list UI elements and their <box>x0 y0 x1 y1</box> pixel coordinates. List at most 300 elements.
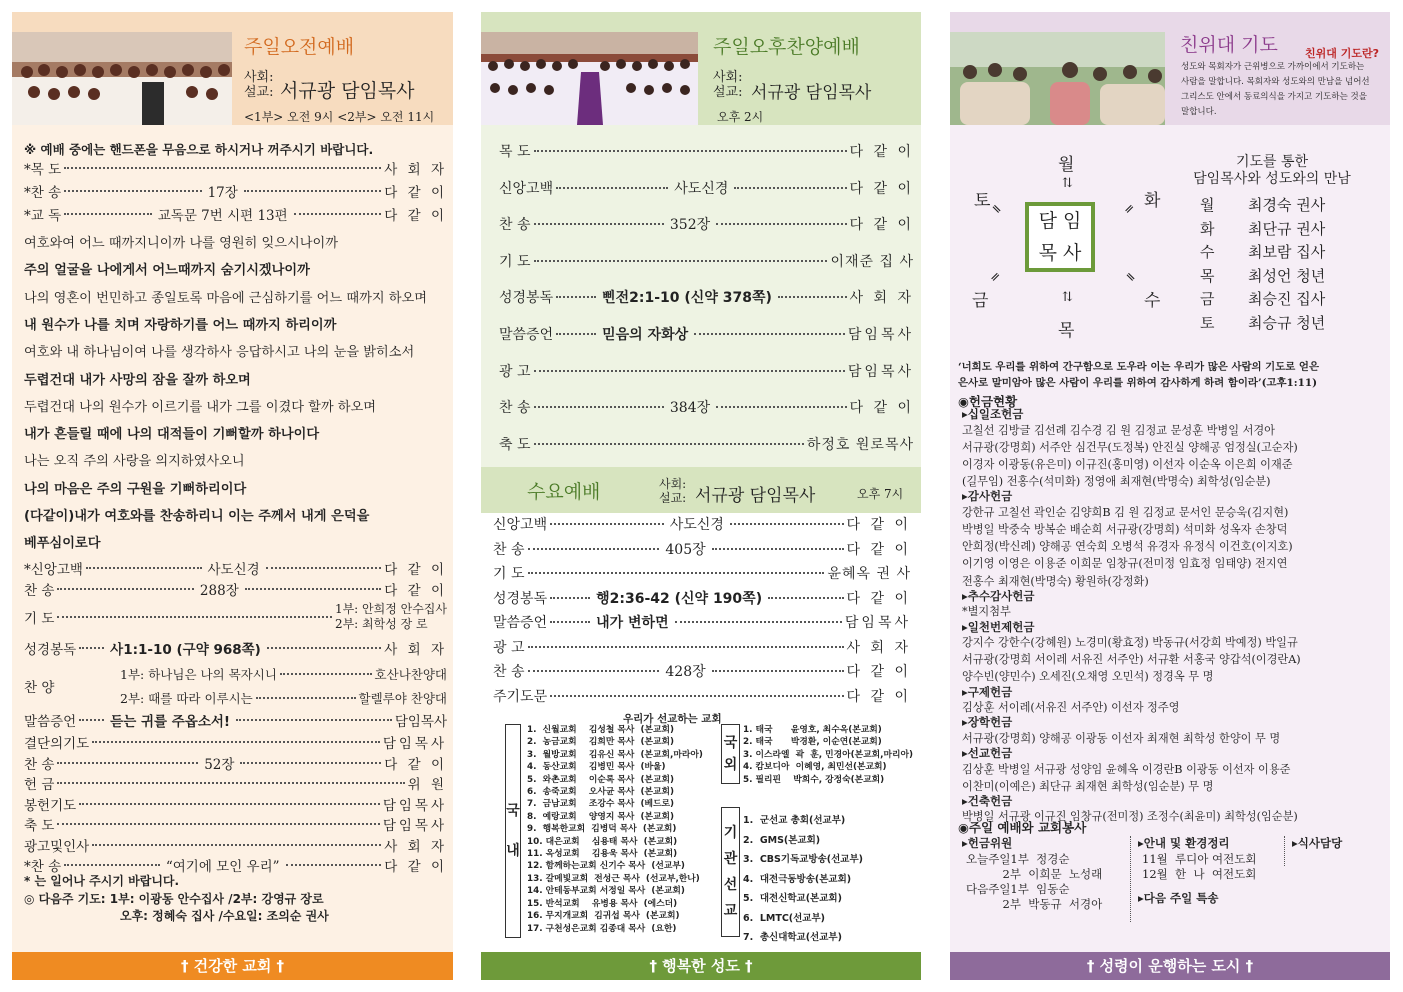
order-person: 다 같 이 <box>384 756 448 773</box>
offering-names: (길무임) 전홍수(석미화) 정영애 최재현(박명숙) 최학성(임순분) <box>962 475 1271 489</box>
list-item: 1. 군선교 총회(선교부) <box>743 815 846 826</box>
offering-names: 강한규 고칠선 곽인순 김양희B 김 원 김정교 문서인 문승욱(김지현) <box>962 505 1289 519</box>
prayer-row <box>24 602 447 632</box>
offering-type: ▸건축헌금 <box>962 793 1013 808</box>
list-item: 11. 옥성교회 김용욱 목사 (본교회) <box>527 849 678 860</box>
anthem-2-choir: 할렐루야 찬양대 <box>358 691 447 706</box>
psalm-line: 두렵건대 나의 원수가 이르기를 내가 그를 이겼다 할까 하오며 <box>24 399 377 415</box>
dots <box>256 697 356 699</box>
order-label: *목 도 <box>24 162 62 178</box>
psalm-line: 주의 얼굴을 나에게서 어느때까지 숨기시겠나이까 <box>24 263 310 279</box>
dots <box>266 567 382 569</box>
psalm-line: 여호와여 어느 때까지니이까 나를 영원히 잊으시나이까 <box>24 236 338 251</box>
choir-photo <box>12 32 232 125</box>
list-item: 6. LMTC(선교부) <box>743 912 826 924</box>
dots <box>712 670 844 672</box>
list-item: 3. 월방교회 김유신 목사 (본교회,마라아) <box>527 749 703 760</box>
order-row <box>24 855 447 875</box>
list-item: 1. 태국 윤영호, 최수옥(본교회) <box>743 725 882 735</box>
sermon-row <box>24 710 447 730</box>
verse-line-2: 은사로 말미암아 많은 사람이 우리를 위하여 감사하게 하려 함이라’(고후1:11) <box>958 377 1317 389</box>
order-person: 담임목사 <box>382 818 447 834</box>
order-label: 찬 송 <box>493 541 525 558</box>
list-item: 2. GMS(본교회) <box>743 834 821 846</box>
afternoon-leader: 서규광 담임목사 <box>751 83 872 103</box>
roster-item <box>1200 241 1325 262</box>
arrow-fri-icon: ═ <box>987 269 1004 286</box>
order-person: 다 같 이 <box>384 859 447 875</box>
order-row <box>24 158 447 178</box>
domestic-label: 국 내 <box>505 724 521 938</box>
order-row <box>24 773 447 793</box>
dots <box>236 719 392 721</box>
dots <box>57 782 404 784</box>
order-row <box>493 539 911 559</box>
offering-names: 김상훈 서이레(서유진 서주안) 이선자 정주영 <box>962 701 1180 715</box>
order-row <box>493 514 911 534</box>
roster-name: 최승진 집사 <box>1248 290 1326 308</box>
prayer-2: 2부: 최학성 장 로 <box>334 617 428 631</box>
offering-type: ▸장학헌금 <box>962 715 1013 730</box>
order-label: 말씀증언 <box>499 327 554 343</box>
roster-name: 최승규 청년 <box>1248 313 1326 332</box>
prayer-dots <box>57 616 332 618</box>
prayer-photo-graphic <box>950 32 1165 125</box>
order-person: 다 같 이 <box>384 583 447 599</box>
offering-type: ▸추수감사헌금 <box>962 588 1035 603</box>
order-person: 윤혜옥 권 사 <box>827 566 911 582</box>
dots <box>64 864 160 866</box>
morning-footer: † 건강한 교회 † <box>12 952 453 980</box>
morning-header <box>12 12 453 125</box>
order-person: 사 회 자 <box>384 838 447 855</box>
afternoon-header <box>481 12 921 125</box>
arrow-tue-icon: ═ <box>1121 201 1138 218</box>
day-tue: 화 <box>1144 191 1161 211</box>
morning-service-panel <box>12 12 453 980</box>
dots <box>694 333 845 335</box>
sermon-title: 듣는 귀를 주옵소서! <box>110 714 231 730</box>
order-item: 17장 <box>207 185 238 201</box>
order-row <box>499 250 914 272</box>
verse-line-1: ‘너희도 우리를 위하여 간구함으로 도우라 이는 우리가 많은 사람의 기도로 얻은 <box>958 361 1319 373</box>
roster-name: 최성언 청년 <box>1248 266 1326 285</box>
list-item: 9. 행복한교회 김병덕 목사 (본교회) <box>527 824 677 835</box>
order-item: “여기에 모인 우리” <box>165 859 280 875</box>
mission-section <box>481 711 921 952</box>
dots <box>778 296 847 298</box>
day-mon: 월 <box>1058 155 1075 175</box>
order-label: 기 도 <box>499 253 531 270</box>
list-item: 5. 필리핀 박희수, 강정숙(본교회) <box>743 774 885 785</box>
morning-times: <1부> 오전 9시 <2부> 오전 11시 <box>244 110 435 124</box>
dots <box>64 167 381 169</box>
psalm-line: 나의 마음은 주의 구원을 기뻐하리이다 <box>24 481 247 497</box>
order-label: *찬 송 <box>24 185 62 201</box>
order-person: 위 원 <box>407 777 447 793</box>
dots <box>244 190 381 192</box>
order-row <box>499 213 914 235</box>
order-item: 사도신경 <box>669 517 724 533</box>
dots <box>286 864 382 866</box>
day-wed: 수 <box>1144 291 1161 311</box>
order-label: 광고및인사 <box>24 838 90 855</box>
list-item: 2. 농금교회 김희만 목사 (본교회) <box>527 737 675 748</box>
offering-names: 강지수 강한수(강혜원) 노경미(황효정) 박동규(서강희 박예정) 박일규 <box>962 636 1298 650</box>
list-item: 4. 캄보디아 이혜영, 최민선(본교회) <box>743 762 887 773</box>
offering-names: 서규광(강명희) 양해공 이광동 이선자 최재현 최학성 한양이 무 명 <box>962 731 1281 745</box>
dots <box>712 548 844 550</box>
afternoon-leader-label: 사회: 설교: <box>713 70 743 100</box>
order-item: 52장 <box>204 756 235 773</box>
order-row <box>24 753 447 773</box>
order-person: 담임목사 <box>847 327 914 343</box>
prayer-guard-panel <box>950 12 1390 980</box>
order-label: 성경봉독 <box>493 590 548 607</box>
list-item: 1. 신월교회 김성철 목사 (본교회) <box>527 725 675 735</box>
list-item: 오늘주일1부 정경순 <box>966 852 1070 866</box>
offering-names: 전홍수 최재현(박명숙) 황원하(강정화) <box>962 574 1149 588</box>
prayer-guard-title: 친위대 기도 <box>1180 34 1278 56</box>
anthem-1-row <box>120 664 447 684</box>
order-row <box>493 612 911 632</box>
anthem-1-choir: 호산나찬양대 <box>374 667 447 682</box>
meal-heading: ▸식사담당 <box>1292 836 1343 850</box>
meeting-caption: 기도를 통한 담임목사와 성도와의 만남 <box>1193 154 1351 187</box>
order-item: 삔전2:1-10 (신약 378쪽) <box>602 290 772 307</box>
list-item: 4. 동산교회 김병민 목사 (바울) <box>527 762 666 773</box>
dots <box>556 333 596 335</box>
dots <box>528 646 844 648</box>
order-row <box>24 794 447 814</box>
roster-name: 최단규 권사 <box>1248 219 1326 238</box>
offering-names: 김상훈 박병일 서규광 성양임 윤혜옥 이경란B 이광동 이선자 이용준 <box>962 762 1291 776</box>
wednesday-leader-label: 사회: 설교: <box>659 477 687 505</box>
day-fri: 금 <box>972 291 989 311</box>
order-row <box>24 558 447 578</box>
order-row <box>24 835 447 855</box>
offering-type: ▸십일조헌금 <box>962 407 1024 421</box>
order-person: 담임목사 <box>844 615 911 631</box>
order-label: *신앙고백 <box>24 562 83 578</box>
offering-type: ▸일천번제헌금 <box>962 619 1035 634</box>
roster-day: 금 <box>1200 290 1215 308</box>
morning-title: 주일오전예배 <box>244 36 355 58</box>
domestic-list <box>527 724 703 935</box>
dots <box>534 260 828 262</box>
anthem-label: 찬 양 <box>24 680 55 696</box>
prayer-1: 1부: 안희정 안수집사 <box>334 602 447 616</box>
order-row <box>493 588 911 608</box>
pastor-center: 담 임 목 사 <box>1025 202 1095 272</box>
anthem-2: 2부: 때를 따라 이루시는 <box>120 691 253 706</box>
order-label: 주기도문 <box>493 688 548 705</box>
divider-2 <box>1284 836 1285 866</box>
choir-photo-2-graphic <box>481 32 698 125</box>
offering-names: 고칠선 김방글 김선례 김수경 김 원 김정교 문성훈 박병일 서경아 <box>962 423 1275 437</box>
list-item: 2부 이희문 노성래 <box>966 867 1103 881</box>
guide-heading: ▸안내 및 환경정리 <box>1138 836 1230 850</box>
divider-1 <box>1130 836 1131 922</box>
list-item: 12월 한 나 여전도회 <box>1142 867 1257 881</box>
arrow-mon-icon: ⇅ <box>1062 176 1073 191</box>
order-label: 찬 송 <box>499 400 531 417</box>
dots <box>57 823 379 825</box>
dots <box>550 695 843 697</box>
list-item: 6. 송죽교회 오사균 목사 (본교회) <box>527 787 675 798</box>
roster-day: 월 <box>1200 196 1215 214</box>
dots <box>64 190 201 192</box>
order-person: 다 같 이 <box>849 144 914 160</box>
dots <box>267 647 381 649</box>
dots <box>240 762 381 764</box>
arrow-sat-icon: ═ <box>987 201 1004 218</box>
list-item: 13. 갈메빛교회 전성근 목사 (선교부,한나) <box>527 873 700 884</box>
order-row <box>499 433 914 455</box>
order-label: 성경봉독 <box>499 290 554 307</box>
list-item: 15. 반석교회 유병용 목사 (에스더) <box>527 898 678 909</box>
arrow-thu-icon: ⇅ <box>1062 290 1073 305</box>
order-label: 찬 송 <box>499 217 531 234</box>
psalm-line: 여호와 내 하나님이여 나를 생각하사 응답하시고 나의 눈을 밝히소서 <box>24 345 415 361</box>
offering-names: 이찬미(이예은) 최단규 최재현 최학성(임순분) 무 명 <box>962 779 1214 793</box>
foreign-list <box>743 724 913 786</box>
offering-names: *별지첨부 <box>962 605 1011 619</box>
offering-names: 이경자 이광동(유은미) 이규진(홍미영) 이선자 이순옥 이은희 이재준 <box>962 457 1293 471</box>
dots <box>556 296 596 298</box>
order-person: 다 같 이 <box>846 517 912 533</box>
agency-list <box>743 811 863 948</box>
order-person: 다 같 이 <box>384 185 448 201</box>
order-row <box>493 637 911 657</box>
dots <box>550 523 664 525</box>
wednesday-title: 수요예배 <box>527 481 601 503</box>
offering-names: 이기영 이영은 이용준 이희문 임창규(전미정 임효정 임태양) 전지연 <box>962 557 1288 571</box>
offering-committee-heading: ▸헌금위원 <box>962 836 1013 850</box>
prayer-names <box>335 602 447 632</box>
order-row <box>499 396 914 418</box>
order-item: 믿음의 자화상 <box>602 327 689 343</box>
list-item: 7. 금남교회 조강수 목사 (베드로) <box>527 799 675 810</box>
dots <box>79 647 104 649</box>
list-item: 2부 박동규 서경아 <box>966 897 1103 911</box>
dots <box>716 406 846 408</box>
offering-type: ▸선교헌금 <box>962 746 1013 761</box>
order-label: 신앙고백 <box>499 180 554 197</box>
list-item: 8. 예랑교회 양영지 목사 (본교회) <box>527 811 675 822</box>
order-item: 내가 변하면 <box>596 615 669 631</box>
order-person: 다 같 이 <box>384 208 447 224</box>
psalm-line: 나는 오직 주의 사랑을 의지하였사오니 <box>24 454 245 470</box>
dots <box>716 223 846 225</box>
prayer-diagram <box>950 140 1170 340</box>
list-item: 7. 총신대학교(선교부) <box>743 932 842 943</box>
psalm-line: 나의 영혼이 번민하고 종일토록 마음에 근심하기를 어느 때까지 하오며 <box>24 290 427 306</box>
list-item: 10. 대은교회 심용태 목사 (본교회) <box>527 836 678 847</box>
guide-list <box>1142 852 1256 882</box>
order-label: 찬 송 <box>24 756 55 773</box>
order-label: 축 도 <box>499 436 531 453</box>
order-person: 사 회 자 <box>846 639 911 656</box>
prayer-guard-question: 친위대 기도란? <box>1305 47 1379 60</box>
roster-day: 수 <box>1200 243 1215 261</box>
foreign-label: 국 외 <box>721 724 740 784</box>
order-label: 헌 금 <box>24 777 55 793</box>
roster-item <box>1200 288 1325 309</box>
order-item: 행2:36-42 (신약 190쪽) <box>596 590 763 607</box>
afternoon-footer: † 행복한 성도 † <box>481 952 921 980</box>
order-label: 결단의기도 <box>24 736 90 752</box>
order-person: 다 같 이 <box>846 590 911 607</box>
order-person: 다 같 이 <box>846 664 912 680</box>
prayer-photo <box>950 32 1170 125</box>
psalm-line: 내가 흔들릴 때에 나의 대적들이 기뻐할까 하나이다 <box>24 427 320 443</box>
list-item: 2. 태국 박경환, 이순연(본교회) <box>743 737 882 748</box>
offering-heading: ◉헌금현황 <box>958 394 1018 409</box>
order-row <box>499 323 914 345</box>
roster-day: 토 <box>1200 313 1215 332</box>
order-person: 다 같 이 <box>846 688 911 705</box>
order-label: *교 독 <box>24 208 62 224</box>
afternoon-time: 오후 2시 <box>717 110 764 124</box>
order-person: 다 같 이 <box>846 541 912 558</box>
order-person: 사 회 자 <box>384 162 447 178</box>
choir-photo-2 <box>481 32 701 125</box>
dots <box>57 762 198 764</box>
prayer-label: 기 도 <box>24 611 55 627</box>
prayer-guard-desc: 성도와 목회자가 근위병으로 가까이에서 기도하는 사람을 말합니다. 목회자와 성도와의 만남을 넘어선 그리스도 안에서 동료의식을 가지고 기도하는 것을 말합니다. <box>1181 62 1370 117</box>
dots <box>550 621 590 623</box>
list-item: 다음주일1부 임동순 <box>966 882 1070 896</box>
order-person: 하정호 원로목사 <box>806 436 914 453</box>
offering-names: 양수빈(양민수) 오세진(오채영 오민석) 정경옥 무 명 <box>962 670 1214 684</box>
dots <box>730 523 844 525</box>
stand-note: * 는 일어나 주시기 바랍니다. <box>24 874 180 888</box>
dots <box>57 588 194 590</box>
psalm-line: 베푸심이로다 <box>24 536 101 552</box>
dots <box>534 443 804 445</box>
psalm-line: 내 원수가 나를 치며 자랑하기를 어느 때까지 하리이까 <box>24 317 337 333</box>
afternoon-service-panel <box>481 12 921 980</box>
list-item: 5. 대전신학교(본교회) <box>743 893 842 904</box>
dots <box>64 213 152 215</box>
roster-item <box>1200 265 1325 286</box>
dots <box>550 597 590 599</box>
order-person: 이재준 집 사 <box>830 253 914 270</box>
order-person: 담임목사 <box>382 797 447 814</box>
dots <box>528 670 660 672</box>
order-person: 사 회 자 <box>849 290 914 307</box>
phone-notice: ※ 예배 중에는 핸드폰을 무음으로 하시거나 꺼주시기 바랍니다. <box>24 142 374 157</box>
roster-day: 화 <box>1200 219 1215 238</box>
morning-leader: 서규광 담임목사 <box>280 80 415 102</box>
order-item: 428장 <box>665 664 706 680</box>
order-item: 교독문 7번 시편 13편 <box>157 208 288 224</box>
order-row <box>493 686 911 706</box>
order-person: 다 같 이 <box>384 562 447 578</box>
offering-names: 박병일 서규광 이규진 임창규(전미정) 조정수(최윤미) 최학성(임순분) <box>962 810 1298 824</box>
order-row <box>24 732 447 752</box>
anthem-2-row <box>120 688 447 708</box>
order-label: 광 고 <box>493 639 525 656</box>
order-row <box>24 204 447 224</box>
dots <box>86 567 202 569</box>
order-label: 봉헌기도 <box>24 797 77 814</box>
order-row <box>499 177 914 199</box>
dots <box>534 406 664 408</box>
special-song-heading: ▸다음 주일 특송 <box>1138 891 1219 905</box>
next-prayer-2: 오후: 정혜숙 집사 /수요일: 조의순 권사 <box>120 909 329 923</box>
order-person: 다 같 이 <box>849 400 915 417</box>
roster-item <box>1200 218 1325 239</box>
list-item: 16. 무지개교회 김귀섭 목사 (본교회) <box>527 911 680 922</box>
roster-item <box>1200 312 1325 333</box>
dots <box>734 187 846 189</box>
list-item: 17. 구천성은교회 김종대 목사 (요한) <box>527 923 677 934</box>
roster-name: 최보람 집사 <box>1248 243 1326 261</box>
dots <box>534 223 664 225</box>
prayer-guard-footer: † 성령이 운행하는 도시 † <box>950 952 1390 980</box>
list-item: 5. 와촌교회 이순록 목사 (본교회) <box>527 774 675 785</box>
order-row <box>493 563 911 583</box>
order-item: 384장 <box>669 400 711 417</box>
dots <box>79 719 104 721</box>
order-item: 405장 <box>665 541 706 558</box>
sermon-speaker: 담임목사 <box>394 714 447 730</box>
list-item: 4. 대전극동방송(본교회) <box>743 873 852 885</box>
agency-label: 기 관 선 교 <box>721 807 740 937</box>
dots <box>675 621 842 623</box>
dots <box>556 187 668 189</box>
order-label: 말씀증언 <box>493 615 548 631</box>
offering-sections <box>962 408 1387 826</box>
roster-name: 최경숙 권사 <box>1248 196 1326 214</box>
next-prayer-1: ◎ 다음주 기도: 1부: 이광동 안수집사 /2부: 강영규 장로 <box>24 892 324 906</box>
offering-names: 서규광(강명희) 서주안 심건무(도정복) 안진실 양해공 엄정실(고순자) <box>962 440 1298 454</box>
offering-type: ▸구제헌금 <box>962 684 1013 699</box>
dots <box>534 150 847 152</box>
order-item: 352장 <box>669 217 711 234</box>
order-label: 찬 송 <box>24 583 55 599</box>
order-person: 담임목사 <box>847 363 914 380</box>
list-item: 12. 함께하는교회 신기수 목사 (선교부) <box>527 861 685 872</box>
psalm-line: (다같이)내가 여호와를 찬송하리니 이는 주께서 내게 은덕을 <box>24 509 370 524</box>
order-label: 신앙고백 <box>493 517 548 533</box>
order-item: 288장 <box>199 583 239 599</box>
roster-day: 목 <box>1200 266 1215 285</box>
order-label: 기 도 <box>493 566 525 582</box>
order-label: 목 도 <box>499 144 531 160</box>
scripture-row <box>24 638 447 658</box>
day-thu: 목 <box>1058 321 1075 341</box>
dots <box>92 844 381 846</box>
list-item: 11월 루디아 여전도회 <box>1142 852 1257 866</box>
offering-committee-list <box>966 852 1102 912</box>
morning-leader-label: 사회: 설교: <box>244 70 274 100</box>
scripture-ref: 사1:1-10 (구약 968쪽) <box>110 642 261 658</box>
prayer-guard-header <box>950 12 1390 125</box>
choir-photo-graphic <box>12 32 232 125</box>
dots <box>534 370 845 372</box>
order-row <box>499 286 914 308</box>
mission-title: 우리가 선교하는 교회 <box>623 713 722 725</box>
scripture-reader: 사 회 자 <box>384 642 447 658</box>
order-row <box>499 140 914 162</box>
sermon-label: 말씀증언 <box>24 714 77 730</box>
dots <box>245 588 382 590</box>
psalm-line: 두렵건대 내가 사망의 잠을 잘까 하오며 <box>24 372 251 388</box>
offering-type: ▸감사헌금 <box>962 489 1013 504</box>
